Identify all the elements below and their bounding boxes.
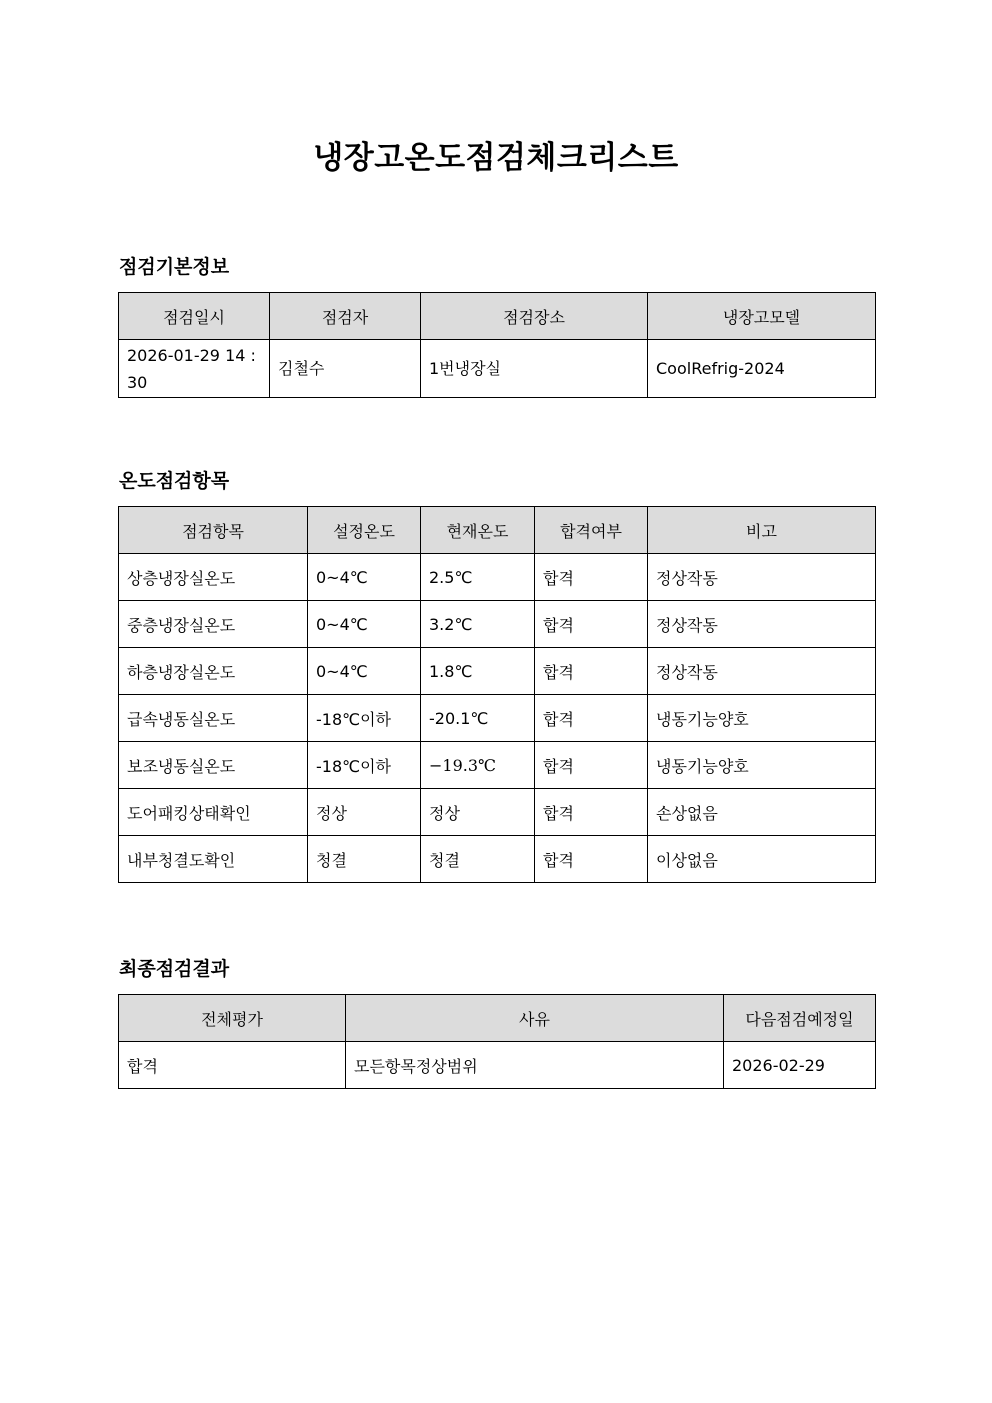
header-cell: 설정온도: [308, 507, 421, 554]
check-item: 급속냉동실온도: [119, 695, 308, 742]
set-temp: 0~4℃: [308, 554, 421, 601]
table-row: [119, 601, 876, 648]
final-result-table: [118, 994, 876, 1089]
remark: 이상없음: [648, 836, 876, 883]
overall-evaluation: 합격: [119, 1042, 346, 1089]
remark: 냉동기능양호: [648, 695, 876, 742]
evaluation-reason: 모든항목정상범위: [346, 1042, 724, 1089]
table-row: [119, 1042, 876, 1089]
temp-check-table: [118, 506, 876, 883]
set-temp: 청결: [308, 836, 421, 883]
basic-info-heading: 점검기본정보: [119, 256, 230, 278]
table-header-row: [119, 507, 876, 554]
check-item: 중층냉장실온도: [119, 601, 308, 648]
check-item: 도어패킹상태확인: [119, 789, 308, 836]
document-title: 냉장고온도점검체크리스트: [313, 140, 679, 176]
next-inspection-date: 2026-02-29: [724, 1042, 876, 1089]
header-cell: 점검자: [270, 293, 421, 340]
table-row: [119, 695, 876, 742]
header-cell: 사유: [346, 995, 724, 1042]
inspection-datetime: 2026-01-29 14 : 30: [119, 340, 270, 398]
pass-status: 합격: [535, 695, 648, 742]
table-row: [119, 742, 876, 789]
set-temp: 0~4℃: [308, 648, 421, 695]
pass-status: 합격: [535, 742, 648, 789]
current-temp: 2.5℃: [421, 554, 535, 601]
check-item: 하층냉장실온도: [119, 648, 308, 695]
header-cell: 냉장고모델: [648, 293, 876, 340]
table-row: [119, 554, 876, 601]
remark: 정상작동: [648, 554, 876, 601]
remark: 정상작동: [648, 648, 876, 695]
header-cell: 점검일시: [119, 293, 270, 340]
pass-status: 합격: [535, 789, 648, 836]
current-temp: -20.1℃: [421, 695, 535, 742]
table-row: [119, 836, 876, 883]
check-item: 상층냉장실온도: [119, 554, 308, 601]
pass-status: 합격: [535, 648, 648, 695]
header-cell: 점검장소: [421, 293, 648, 340]
set-temp: 0~4℃: [308, 601, 421, 648]
header-cell: 합격여부: [535, 507, 648, 554]
current-temp: 정상: [421, 789, 535, 836]
pass-status: 합격: [535, 601, 648, 648]
header-cell: 다음점검예정일: [724, 995, 876, 1042]
temp-check-heading: 온도점검항목: [119, 470, 230, 492]
table-row: [119, 789, 876, 836]
header-cell: 전체평가: [119, 995, 346, 1042]
remark: 정상작동: [648, 601, 876, 648]
current-temp: −19.3℃: [421, 742, 535, 789]
check-item: 내부청결도확인: [119, 836, 308, 883]
current-temp: 1.8℃: [421, 648, 535, 695]
table-row: [119, 648, 876, 695]
set-temp: -18℃이하: [308, 742, 421, 789]
check-item: 보조냉동실온도: [119, 742, 308, 789]
header-cell: 점검항목: [119, 507, 308, 554]
fridge-model: CoolRefrig-2024: [648, 340, 876, 398]
basic-info-table: [118, 292, 876, 398]
set-temp: -18℃이하: [308, 695, 421, 742]
header-cell: 비고: [648, 507, 876, 554]
remark: 냉동기능양호: [648, 742, 876, 789]
table-row: [119, 340, 876, 398]
current-temp: 3.2℃: [421, 601, 535, 648]
table-header-row: [119, 293, 876, 340]
pass-status: 합격: [535, 554, 648, 601]
remark: 손상없음: [648, 789, 876, 836]
pass-status: 합격: [535, 836, 648, 883]
header-cell: 현재온도: [421, 507, 535, 554]
inspector-name: 김철수: [270, 340, 421, 398]
final-result-heading: 최종점검결과: [119, 958, 230, 980]
table-header-row: [119, 995, 876, 1042]
set-temp: 정상: [308, 789, 421, 836]
current-temp: 청결: [421, 836, 535, 883]
inspection-location: 1번냉장실: [421, 340, 648, 398]
